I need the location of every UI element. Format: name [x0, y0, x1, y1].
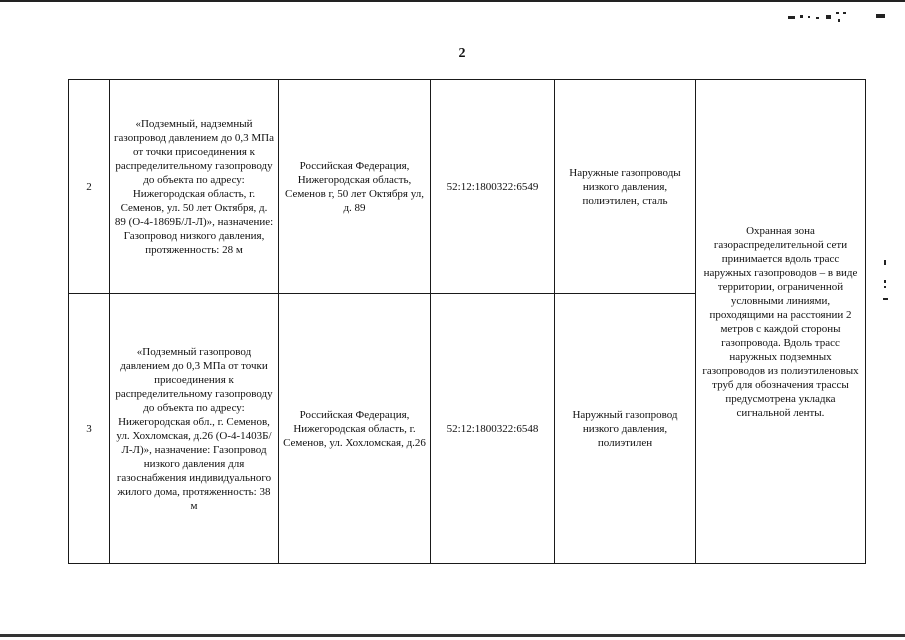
object-name-cell: [110, 294, 279, 564]
object-address-cell: [279, 294, 431, 564]
protection-zone-cell: [696, 80, 866, 564]
cadastral-number-cell: [431, 294, 555, 564]
page-number: 2: [458, 46, 466, 61]
scan-edge-top: [0, 0, 905, 2]
protection-zone-text: Охранная зона газораспределительной сети принимается вдоль трасс наружных газопроводов – в виде территории, ограниченной условными линиями, проходящими на расстоянии 2 метров с каждой стороны газопровода. Вдоль трасс наружных подземных газопроводов из полиэтиленовых труб для обозначения трассы предусмотрена укладка сигнальной ленты.: [702, 224, 859, 419]
scan-specks: [786, 10, 896, 24]
object-address: Российская Федерация, Нижегородская область, Семенов г, 50 лет Октября ул, д. 89: [284, 159, 424, 214]
cadastral-number: 52:12:1800322:6548: [446, 422, 539, 435]
object-description-cell: [555, 294, 696, 564]
object-address: Российская Федерация, Нижегородская область, г. Семенов, ул. Хохломская, д.26: [283, 408, 426, 449]
cadastral-number: 52:12:1800322:6549: [446, 180, 539, 193]
margin-marks: [878, 258, 892, 306]
row-number-cell: [69, 294, 110, 564]
object-description: Наружные газопроводы низкого давления, полиэтилен, сталь: [569, 166, 681, 207]
row-number: 2: [86, 180, 92, 193]
table-row: [69, 80, 866, 294]
object-address-cell: [279, 80, 431, 294]
scan-edge-bottom: [0, 634, 905, 637]
object-description-cell: [555, 80, 696, 294]
object-name: «Подземный газопровод давлением до 0,3 МПа от точки присоединения к распределительному газопроводу до объекта по адресу: Нижегородская обл., г. Семенов, ул. Хохломская, д.26 (О-4-1403Б/Л-Л)», назначение: Газопровод низкого давления для газоснабжения индивидуального жилого дома, протяженность: 38 м: [115, 345, 273, 512]
land-encumbrance-table: [68, 79, 866, 564]
row-number: 3: [86, 422, 92, 435]
object-name-cell: [110, 80, 279, 294]
object-description: Наружный газопровод низкого давления, полиэтилен: [572, 408, 678, 449]
row-number-cell: [69, 80, 110, 294]
cadastral-number-cell: [431, 80, 555, 294]
object-name: «Подземный, надземный газопровод давлением до 0,3 МПа от точки присоединения к распределительному газопроводу до объекта по адресу: Нижегородская область, г. Семенов, ул. 50 лет Октября, д. 89 (О-4-1869Б/Л-Л)», назначение: Газопровод низкого давления, протяженность: 28 м: [114, 117, 274, 256]
